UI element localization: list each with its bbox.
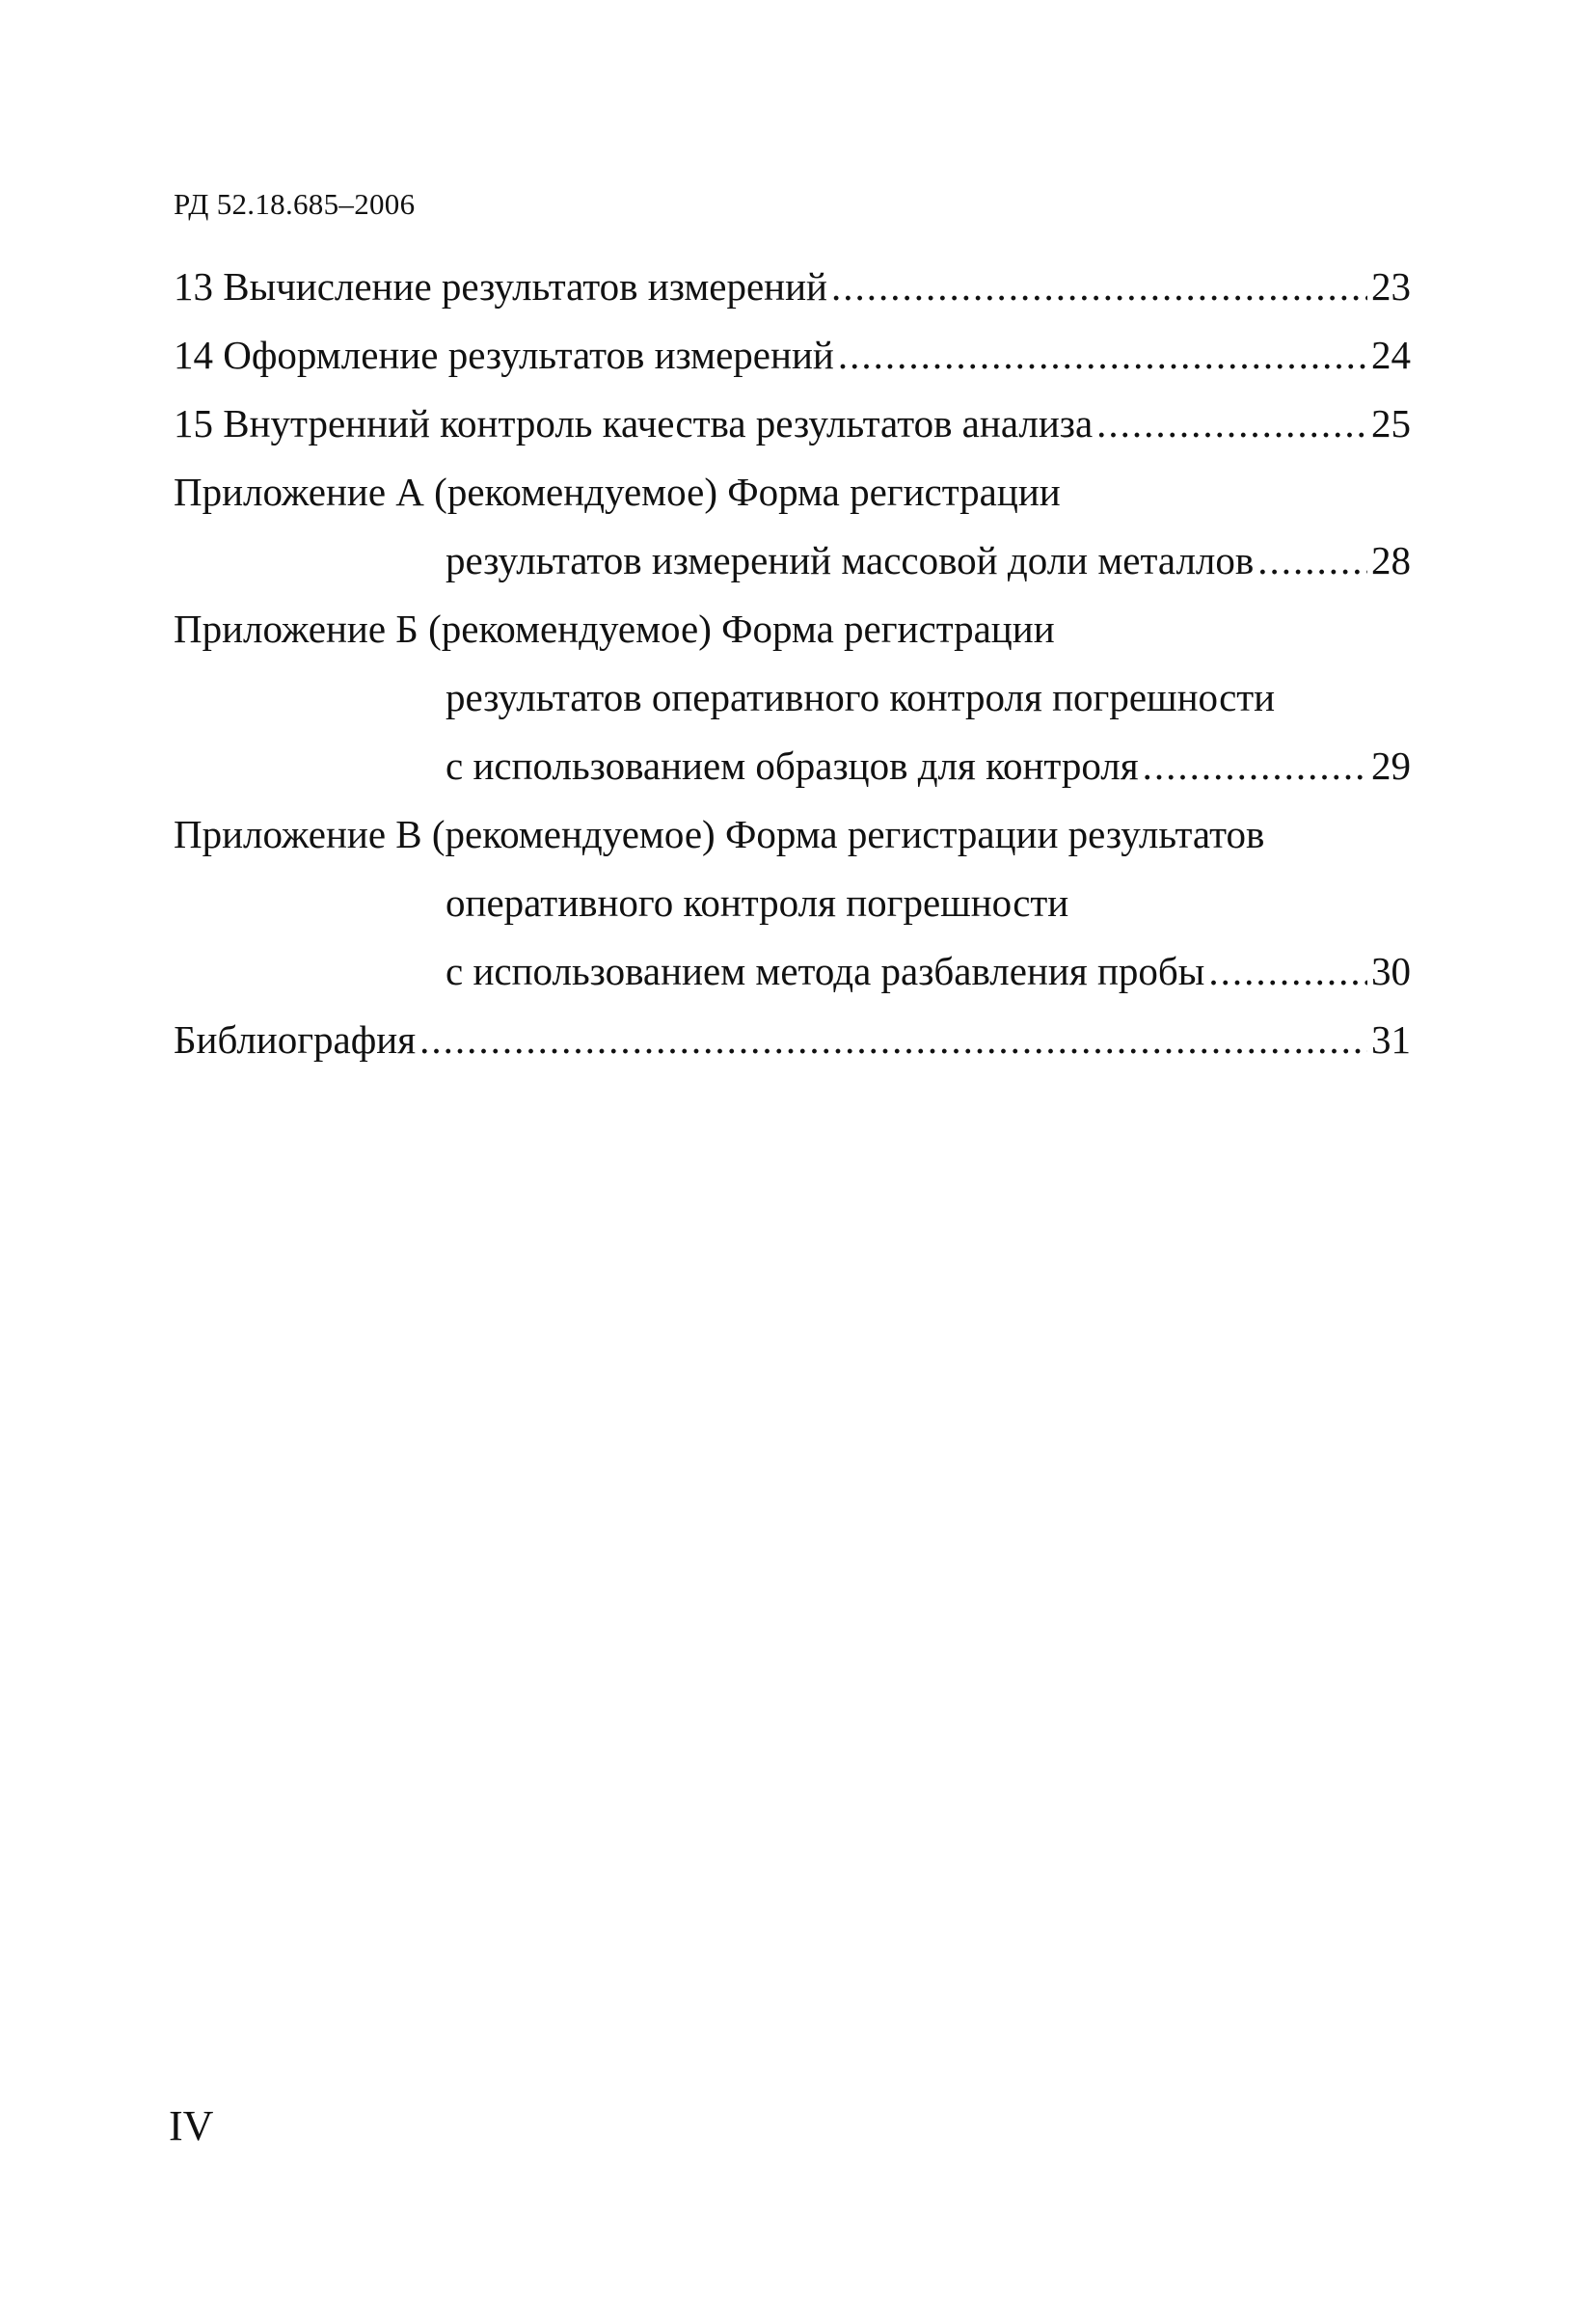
toc-entry-title: 14 Оформление результатов измерений xyxy=(174,333,834,377)
toc-entry-title-continued: с использованием метода разбавления пробы xyxy=(446,949,1205,993)
toc-entry-page: 24 xyxy=(1371,333,1411,377)
document-code: РД 52.18.685–2006 xyxy=(174,187,416,221)
toc-entry-title-continued: с использованием образцов для контроля xyxy=(446,743,1139,788)
toc-entry-title: Приложение А (рекомендуемое) Форма регистрации xyxy=(174,470,1061,514)
toc-entry-page: 31 xyxy=(1371,1017,1411,1062)
toc-entry-appendix-v-line-2[interactable] xyxy=(174,869,1411,937)
dot-leader xyxy=(1143,732,1367,800)
toc-entry-page: 29 xyxy=(1371,743,1411,788)
page-number: IV xyxy=(169,2102,214,2149)
dot-leader xyxy=(1257,527,1367,595)
toc-entry-appendix-v-line-3[interactable] xyxy=(174,937,1411,1006)
dot-leader xyxy=(419,1006,1367,1074)
toc-entry-title-continued: результатов оперативного контроля погрешности xyxy=(446,675,1276,719)
dot-leader xyxy=(838,321,1367,390)
toc-entry-section-14[interactable] xyxy=(174,321,1411,390)
toc-entry-title: Библиография xyxy=(174,1017,417,1062)
toc-entry-appendix-a-line-2[interactable] xyxy=(174,527,1411,595)
toc-entry-title-continued: результатов измерений массовой доли металлов xyxy=(446,538,1255,582)
toc-entry-section-13[interactable] xyxy=(174,253,1411,321)
toc-entry-appendix-v-line-1[interactable] xyxy=(174,800,1411,869)
toc-entry-appendix-a-line-1[interactable] xyxy=(174,458,1411,527)
toc-entry-appendix-b-line-1[interactable] xyxy=(174,595,1411,663)
toc-entry-page: 28 xyxy=(1371,538,1411,582)
toc-entry-page: 23 xyxy=(1371,264,1411,309)
toc-entry-title: 13 Вычисление результатов измерений xyxy=(174,264,827,309)
toc-entry-title: 15 Внутренний контроль качества результатов анализа xyxy=(174,401,1094,446)
toc-entry-page: 30 xyxy=(1371,949,1411,993)
toc-entry-title: Приложение В (рекомендуемое) Форма регистрации результатов xyxy=(174,812,1265,856)
toc-entry-page: 25 xyxy=(1371,401,1411,446)
toc-entry-bibliography[interactable] xyxy=(174,1006,1411,1074)
toc-entry-section-15[interactable] xyxy=(174,390,1411,458)
table-of-contents xyxy=(174,253,1411,1074)
toc-entry-title-continued: оперативного контроля погрешности xyxy=(446,880,1069,925)
dot-leader xyxy=(1096,390,1367,458)
toc-entry-title: Приложение Б (рекомендуемое) Форма регистрации xyxy=(174,607,1055,651)
toc-entry-appendix-b-line-2[interactable] xyxy=(174,663,1411,732)
toc-entry-appendix-b-line-3[interactable] xyxy=(174,732,1411,800)
dot-leader xyxy=(831,253,1367,321)
dot-leader xyxy=(1208,937,1367,1006)
